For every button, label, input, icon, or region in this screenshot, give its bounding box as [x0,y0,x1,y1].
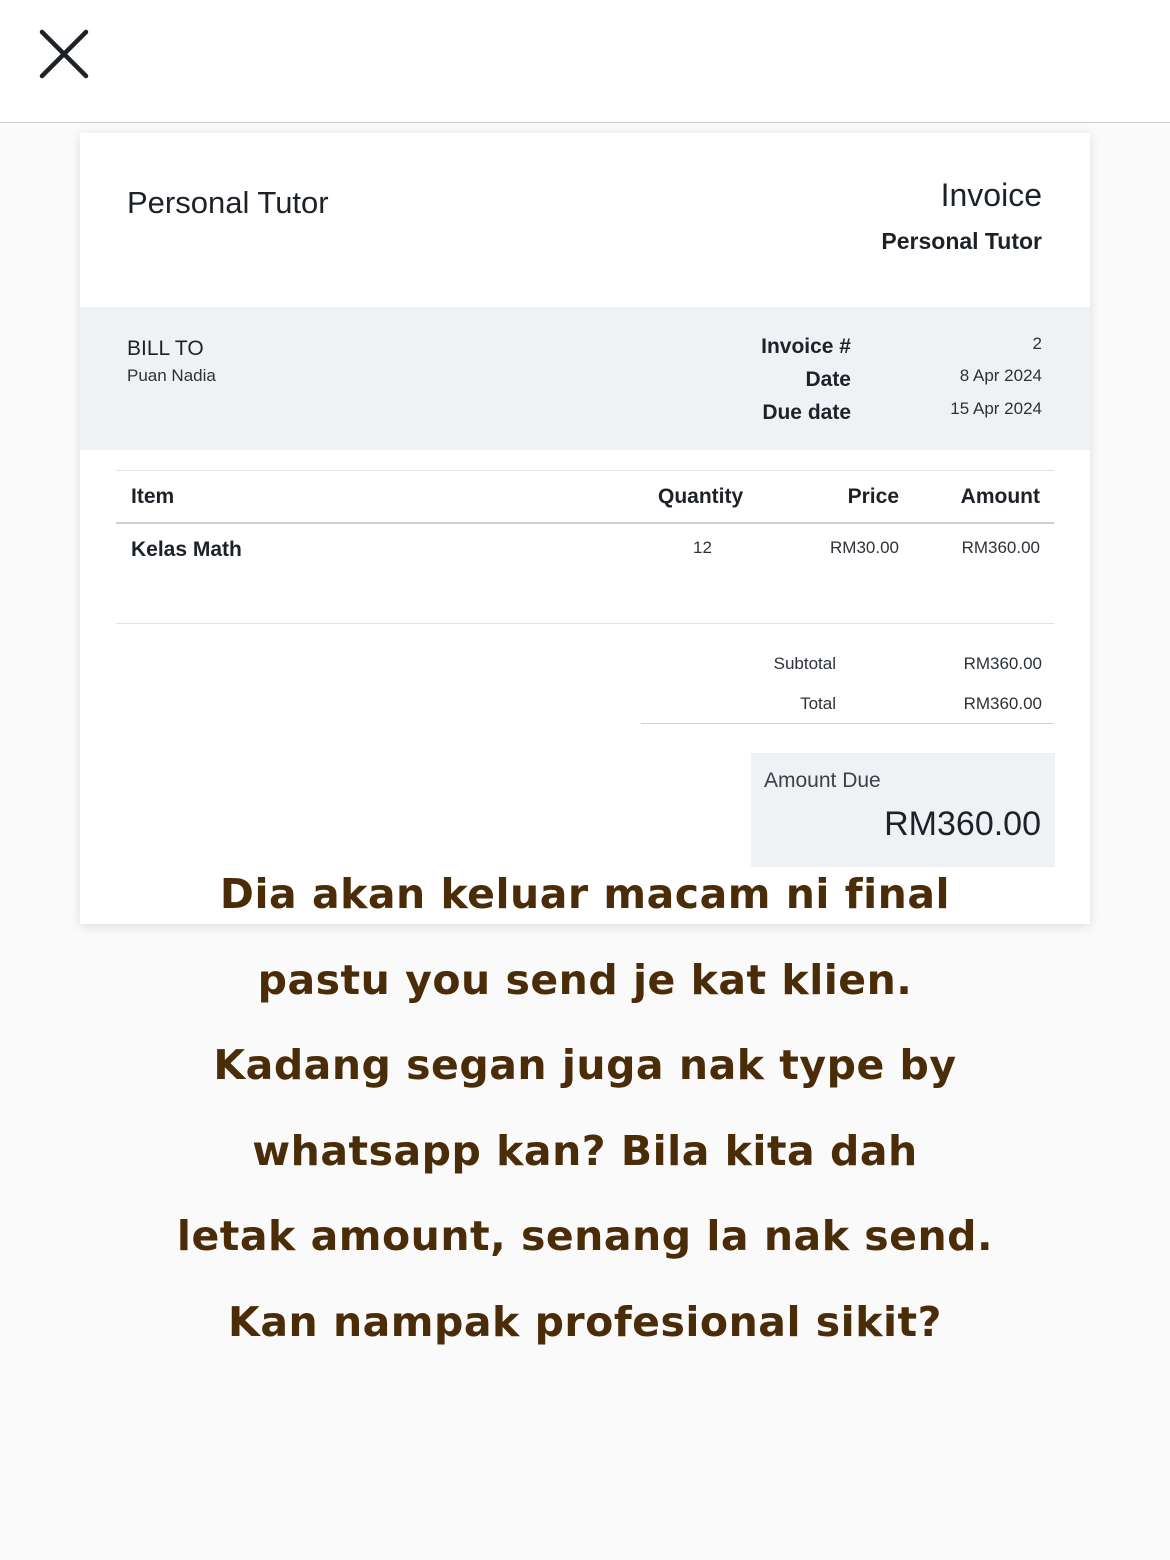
date-value: 8 Apr 2024 [959,366,1042,385]
invoice-number-label: Invoice # [761,335,851,358]
caption-line: Kadang segan juga nak type by [213,1041,957,1089]
close-button[interactable] [36,26,92,82]
total-label: Total [800,694,836,713]
table-bottom-divider [116,623,1054,624]
row-price: RM30.00 [830,538,899,557]
bill-to-name: Puan Nadia [127,366,216,385]
table-header-divider [116,522,1054,524]
row-item: Kelas Math [131,538,242,561]
due-date-value: 15 Apr 2024 [950,399,1042,418]
caption-line: pastu you send je kat klien. [257,955,913,1004]
column-header-price: Price [847,485,899,508]
amount-due-box [751,753,1055,867]
close-icon [36,26,92,82]
amount-due-label: Amount Due [764,769,881,792]
caption-overlay [0,852,1170,1365]
invoice-card [80,133,1090,924]
date-label: Date [805,368,851,391]
bill-to-section [80,307,1090,450]
due-date-label: Due date [762,401,851,424]
subtotal-label: Subtotal [773,654,836,673]
invoice-subtitle: Personal Tutor [881,228,1042,254]
top-bar [0,0,1170,123]
caption-line: whatsapp kan? Bila kita dah [252,1126,918,1175]
invoice-number-value: 2 [1032,334,1042,353]
total-value: RM360.00 [963,694,1042,713]
caption-line: letak amount, senang la nak send. [176,1212,994,1260]
column-header-item: Item [131,485,175,508]
business-name: Personal Tutor [127,185,329,220]
column-header-quantity: Quantity [658,485,744,508]
caption-line: Kan nampak profesional sikit? [228,1297,942,1346]
caption-line: Dia akan keluar macam ni final [219,870,951,918]
row-quantity: 12 [693,538,712,557]
table-top-divider [116,470,1054,471]
bill-to-label: BILL TO [127,337,204,360]
totals-divider [641,723,1054,724]
column-header-amount: Amount [960,485,1040,508]
row-amount: RM360.00 [961,538,1040,557]
invoice-title: Invoice [940,177,1042,213]
subtotal-value: RM360.00 [963,654,1042,673]
amount-due-value: RM360.00 [884,805,1041,843]
